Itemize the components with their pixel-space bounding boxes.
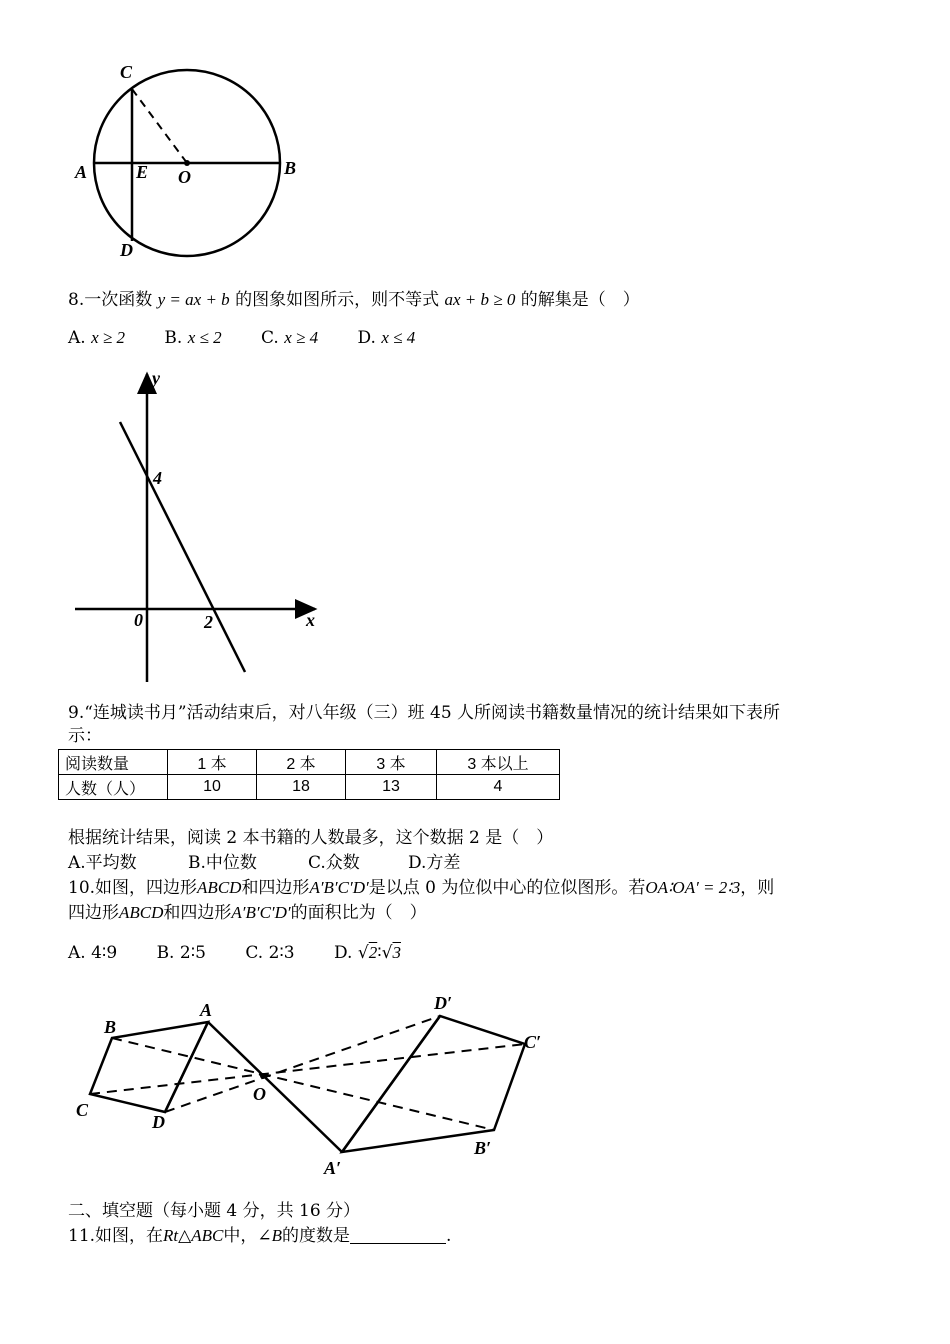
q8-option-a[interactable]: A. x ≥ 2 [68,328,125,348]
table-cell: 人数（人） [59,775,168,800]
q9-after: 根据统计结果，阅读 2 本书籍的人数最多，这个数据 2 是（ ） [68,828,554,848]
label-A: A [200,1000,213,1020]
q8-post: 的解集是（ ） [520,290,640,310]
table-row [59,750,560,775]
y-intercept-label: 4 [153,468,162,488]
table-cell: 4 [437,775,560,800]
label-E: E [136,162,149,182]
similar-figures [70,992,560,1182]
linear-graph [70,362,340,692]
q9-options [68,851,460,875]
q8-mid: 的图象如图所示，则不等式 [235,290,440,310]
x-intercept-label: 2 [204,612,213,632]
q8-option-b[interactable]: B. x ≤ 2 [164,328,222,348]
question-9-line2: 示： [68,726,102,746]
label-C: C [76,1100,89,1120]
origin-label: 0 [134,610,143,630]
label-B: B [104,1017,117,1037]
q9-option-b[interactable]: B.中位数 [188,853,257,873]
question-10-line2: 四边形ABCD和四边形A′B′C′D′的面积比为（ ） [68,903,427,923]
q8-function: y = ax + b [157,290,230,309]
axis-y-label: y [152,368,160,388]
q10-option-a[interactable]: A. 4∶9 [68,943,118,963]
table-cell: 1 本 [168,750,257,775]
table-row [59,775,560,800]
table-cell: 3 本以上 [437,750,560,775]
answer-blank[interactable] [350,1225,446,1244]
axis-x-label: x [306,610,315,630]
label-D: D [120,240,133,260]
q8-option-d[interactable]: D. x ≤ 4 [357,328,416,348]
table-cell: 18 [257,775,346,800]
label-C: C [120,62,133,82]
question-8 [68,288,640,312]
q9-option-a[interactable]: A.平均数 [68,853,137,873]
question-9-line1: 9.“连城读书月”活动结束后，对八年级（三）班 45 人所阅读书籍数量情况的统计结果如下表所 [68,703,781,723]
table-cell: 3 本 [346,750,437,775]
q8-option-c[interactable]: C. x ≥ 4 [261,328,319,348]
label-C-prime: C′ [524,1032,542,1052]
q9-option-c[interactable]: C.众数 [308,853,360,873]
q9-option-d[interactable]: D.方差 [408,853,461,873]
table-cell: 2 本 [257,750,346,775]
label-A-prime: A′ [324,1158,342,1178]
q10-option-b[interactable]: B. 2∶5 [156,943,206,963]
section-2-title: 二、填空题（每小题 4 分，共 16 分） [68,1201,361,1221]
q10-option-d[interactable]: D. √2∶√3 [334,943,401,963]
question-10-line1: 10.如图，四边形ABCD和四边形A′B′C′D′是以点 0 为位似中心的位似图形。若OA∶OA′ = 2∶3，则 [68,878,775,898]
table-cell: 13 [346,775,437,800]
table-cell: 阅读数量 [59,750,168,775]
table-cell: 10 [168,775,257,800]
q8-pre: 8.一次函数 [68,290,153,310]
label-A: A [75,162,88,182]
circle-figure [70,58,320,268]
label-D: D [152,1112,165,1132]
label-O: O [178,167,191,187]
q8-inequality: ax + b ≥ 0 [444,290,516,309]
q8-options [68,326,449,350]
label-D-prime: D′ [434,993,453,1013]
label-O: O [253,1084,266,1104]
label-B-prime: B′ [474,1138,492,1158]
q10-options [68,941,435,965]
stats-table [58,749,560,800]
q10-option-c[interactable]: C. 2∶3 [245,943,295,963]
question-11: 11.如图，在Rt△ABC中，∠B的度数是 . [68,1226,452,1246]
label-B: B [284,158,297,178]
